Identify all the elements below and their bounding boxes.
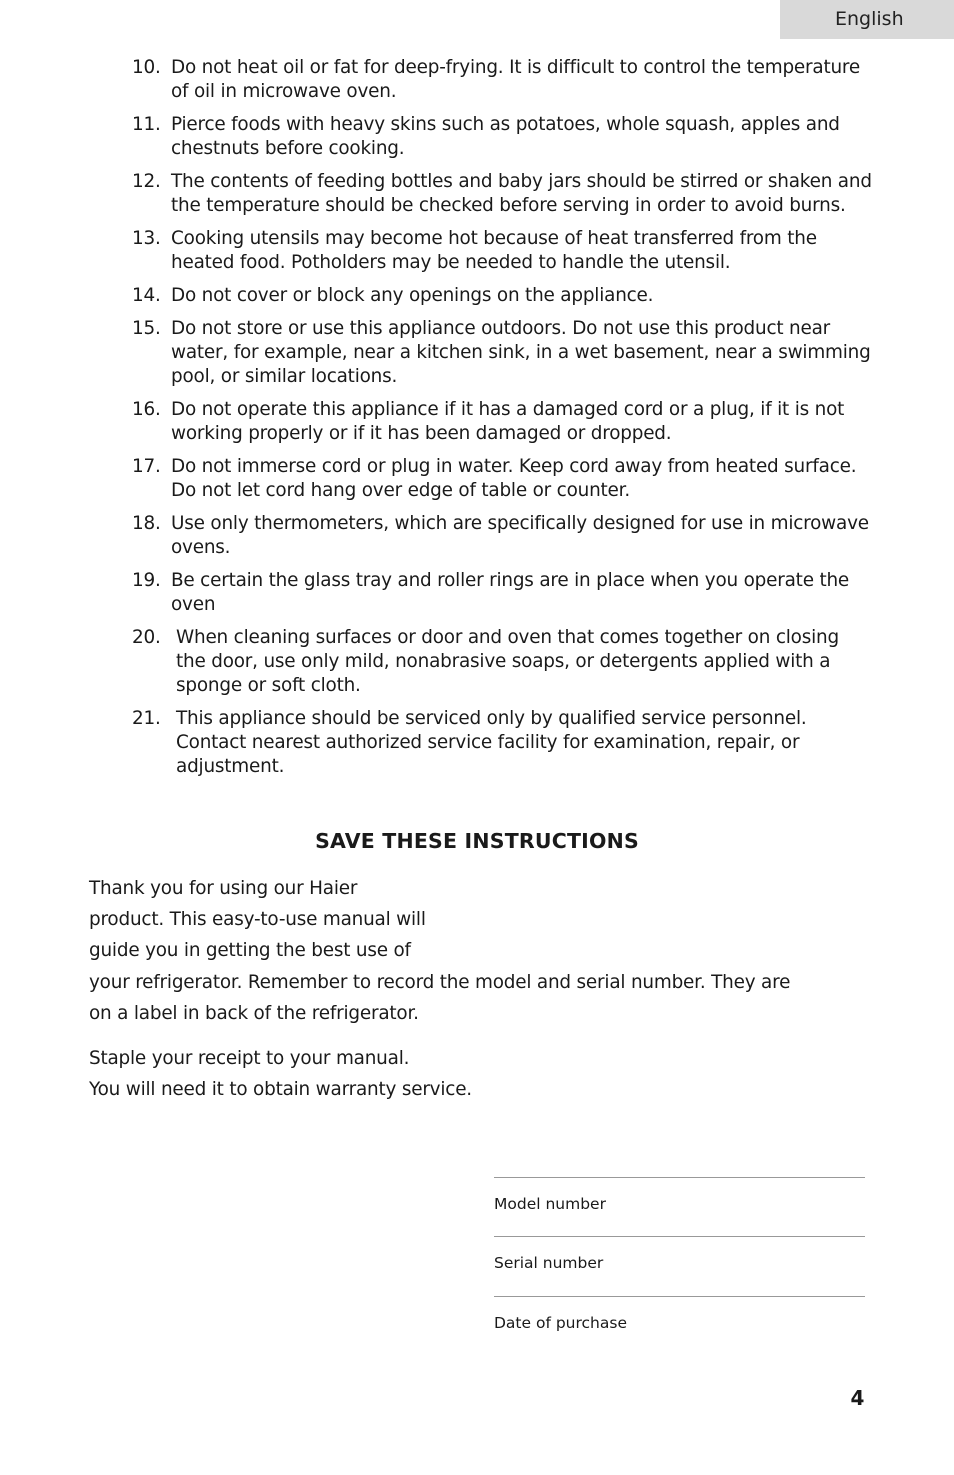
list-item bbox=[132, 170, 872, 218]
date-of-purchase-label: Date of purchase bbox=[494, 1314, 627, 1332]
paragraph-line: Thank you for using our Haier bbox=[89, 878, 358, 899]
list-item bbox=[132, 317, 872, 389]
purchase-record-form bbox=[494, 1177, 865, 1355]
item-text: Use only thermometers, which are specifically designed for use in microwave ovens. bbox=[171, 513, 869, 558]
item-text: Do not immerse cord or plug in water. Keep cord away from heated surface. Do not let cord hang over edge of table or counter. bbox=[171, 456, 857, 501]
item-text: Be certain the glass tray and roller rings are in place when you operate the oven bbox=[171, 570, 850, 615]
paragraph-line: Staple your receipt to your manual. bbox=[89, 1048, 410, 1069]
page-number: 4 bbox=[850, 1386, 865, 1410]
item-number: 10. bbox=[132, 57, 161, 78]
safety-instructions-list bbox=[132, 56, 872, 788]
item-text: Cooking utensils may become hot because of heat transferred from the heated food. Potholders may be needed to handle the utensil. bbox=[171, 228, 817, 273]
item-text: When cleaning surfaces or door and oven that comes together on closing the door, use only mild, nonabrasive soaps, or detergents applied with a sponge or soft cloth. bbox=[176, 627, 839, 696]
language-tab: English bbox=[780, 0, 954, 39]
paragraph-line: guide you in getting the best use of bbox=[89, 940, 411, 962]
item-number: 14. bbox=[132, 285, 161, 306]
item-text: Pierce foods with heavy skins such as potatoes, whole squash, apples and chestnuts before cooking. bbox=[171, 114, 840, 159]
item-number: 13. bbox=[132, 228, 161, 249]
model-number-label: Model number bbox=[494, 1195, 606, 1213]
receipt-paragraph bbox=[89, 1043, 869, 1105]
list-item bbox=[132, 284, 872, 308]
item-text: Do not heat oil or fat for deep-frying. It is difficult to control the temperature of oil in microwave oven. bbox=[171, 57, 861, 102]
model-number-field bbox=[494, 1177, 865, 1236]
date-of-purchase-field bbox=[494, 1296, 865, 1355]
item-number: 20. bbox=[132, 627, 161, 648]
save-instructions-heading: SAVE THESE INSTRUCTIONS bbox=[315, 829, 639, 853]
item-number: 19. bbox=[132, 570, 161, 591]
item-text: Do not cover or block any openings on the appliance. bbox=[171, 285, 654, 306]
item-text: Do not operate this appliance if it has a damaged cord or a plug, if it is not working properly or if it has been damaged or dropped. bbox=[171, 399, 845, 444]
paragraph-line: product. This easy-to-use manual will bbox=[89, 909, 426, 931]
item-number: 18. bbox=[132, 513, 161, 534]
list-item bbox=[132, 56, 872, 104]
list-item bbox=[132, 626, 872, 698]
item-text: This appliance should be serviced only by qualified service personnel. Contact nearest authorized service facility for examination, repair, or adjustment. bbox=[176, 708, 807, 777]
serial-number-field bbox=[494, 1236, 865, 1296]
list-item bbox=[132, 455, 872, 503]
list-item bbox=[132, 707, 872, 779]
item-number: 16. bbox=[132, 399, 161, 420]
thank-you-paragraph bbox=[89, 873, 869, 1029]
list-item bbox=[132, 227, 872, 275]
item-number: 21. bbox=[132, 708, 161, 729]
list-item bbox=[132, 398, 872, 446]
item-number: 12. bbox=[132, 171, 161, 192]
item-number: 17. bbox=[132, 456, 161, 477]
item-text: The contents of feeding bottles and baby jars should be stirred or shaken and the temperature should be checked before serving in order to avoid burns. bbox=[171, 171, 872, 216]
serial-number-label: Serial number bbox=[494, 1254, 604, 1272]
paragraph-line: You will need it to obtain warranty service. bbox=[89, 1079, 472, 1101]
item-number: 11. bbox=[132, 114, 161, 135]
list-item bbox=[132, 512, 872, 560]
paragraph-line: your refrigerator. Remember to record the model and serial number. They are bbox=[89, 971, 791, 993]
item-text: Do not store or use this appliance outdoors. Do not use this product near water, for example, near a kitchen sink, in a wet basement, near a swimming pool, or similar locations. bbox=[171, 318, 871, 387]
paragraph-line: on a label in back of the refrigerator. bbox=[89, 1002, 419, 1024]
list-item bbox=[132, 569, 872, 617]
list-item bbox=[132, 113, 872, 161]
item-number: 15. bbox=[132, 318, 161, 339]
